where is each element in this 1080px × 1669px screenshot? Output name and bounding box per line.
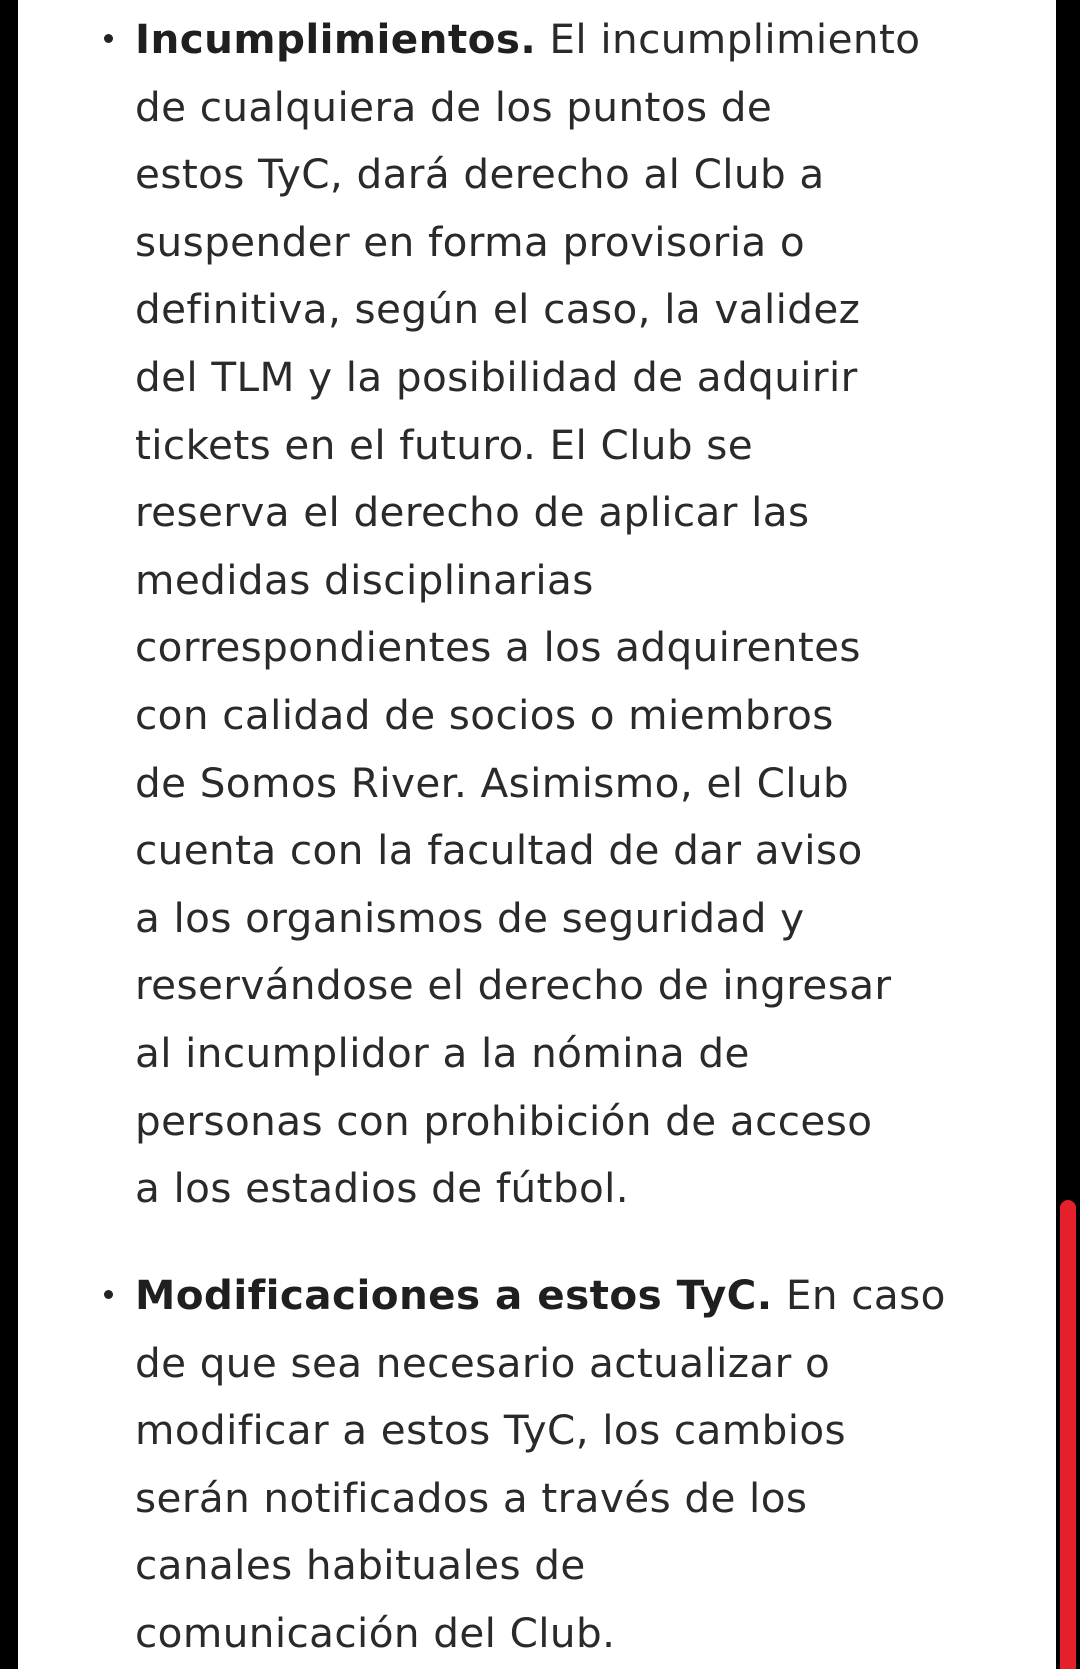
term-line: definitiva, según el caso, la validez — [135, 285, 861, 334]
term-line: correspondientes a los adquirentes — [135, 623, 861, 672]
term-line: de cualquiera de los puntos de — [135, 82, 773, 131]
term-line: cuenta con la facultad de dar aviso — [135, 826, 863, 875]
term-line: al incumplidor a la nómina de — [135, 1028, 750, 1077]
term-line: de que sea necesario actualizar o — [135, 1338, 831, 1387]
term-line: comunicación del Club. — [135, 1608, 616, 1657]
term-line: En caso — [772, 1271, 946, 1319]
term-line: a los estadios de fútbol. — [135, 1164, 630, 1213]
term-line: reservándose el derecho de ingresar — [135, 961, 892, 1010]
term-line: personas con prohibición de acceso — [135, 1096, 873, 1145]
term-first-line — [135, 1262, 995, 1330]
term-title: Modificaciones a estos TyC. — [135, 1271, 773, 1319]
term-line: medidas disciplinarias — [135, 555, 594, 604]
scrollbar[interactable] — [1056, 0, 1080, 1669]
term-line: El incumplimiento — [536, 15, 921, 63]
term-line: reserva el derecho de aplicar las — [135, 488, 810, 537]
term-line: estos TyC, dará derecho al Club a — [135, 150, 825, 199]
bullet-icon — [104, 34, 113, 43]
term-first-line — [135, 6, 995, 74]
term-line: con calidad de socios o miembros — [135, 690, 834, 739]
term-line: de Somos River. Asimismo, el Club — [135, 758, 850, 807]
term-paragraph — [135, 6, 995, 1223]
term-line: del TLM y la posibilidad de adquirir — [135, 352, 858, 401]
term-line: canales habituales de — [135, 1541, 586, 1590]
term-line: tickets en el futuro. El Club se — [135, 420, 754, 469]
term-paragraph — [135, 1262, 995, 1668]
term-line: suspender en forma provisoria o — [135, 217, 806, 266]
term-title: Incumplimientos. — [135, 15, 537, 63]
terms-content — [18, 0, 1056, 1669]
bullet-icon — [104, 1290, 113, 1299]
scrollbar-thumb[interactable] — [1060, 1200, 1076, 1669]
term-line: serán notificados a través de los — [135, 1473, 808, 1522]
term-line: a los organismos de seguridad y — [135, 893, 805, 942]
term-line: modificar a estos TyC, los cambios — [135, 1406, 847, 1455]
